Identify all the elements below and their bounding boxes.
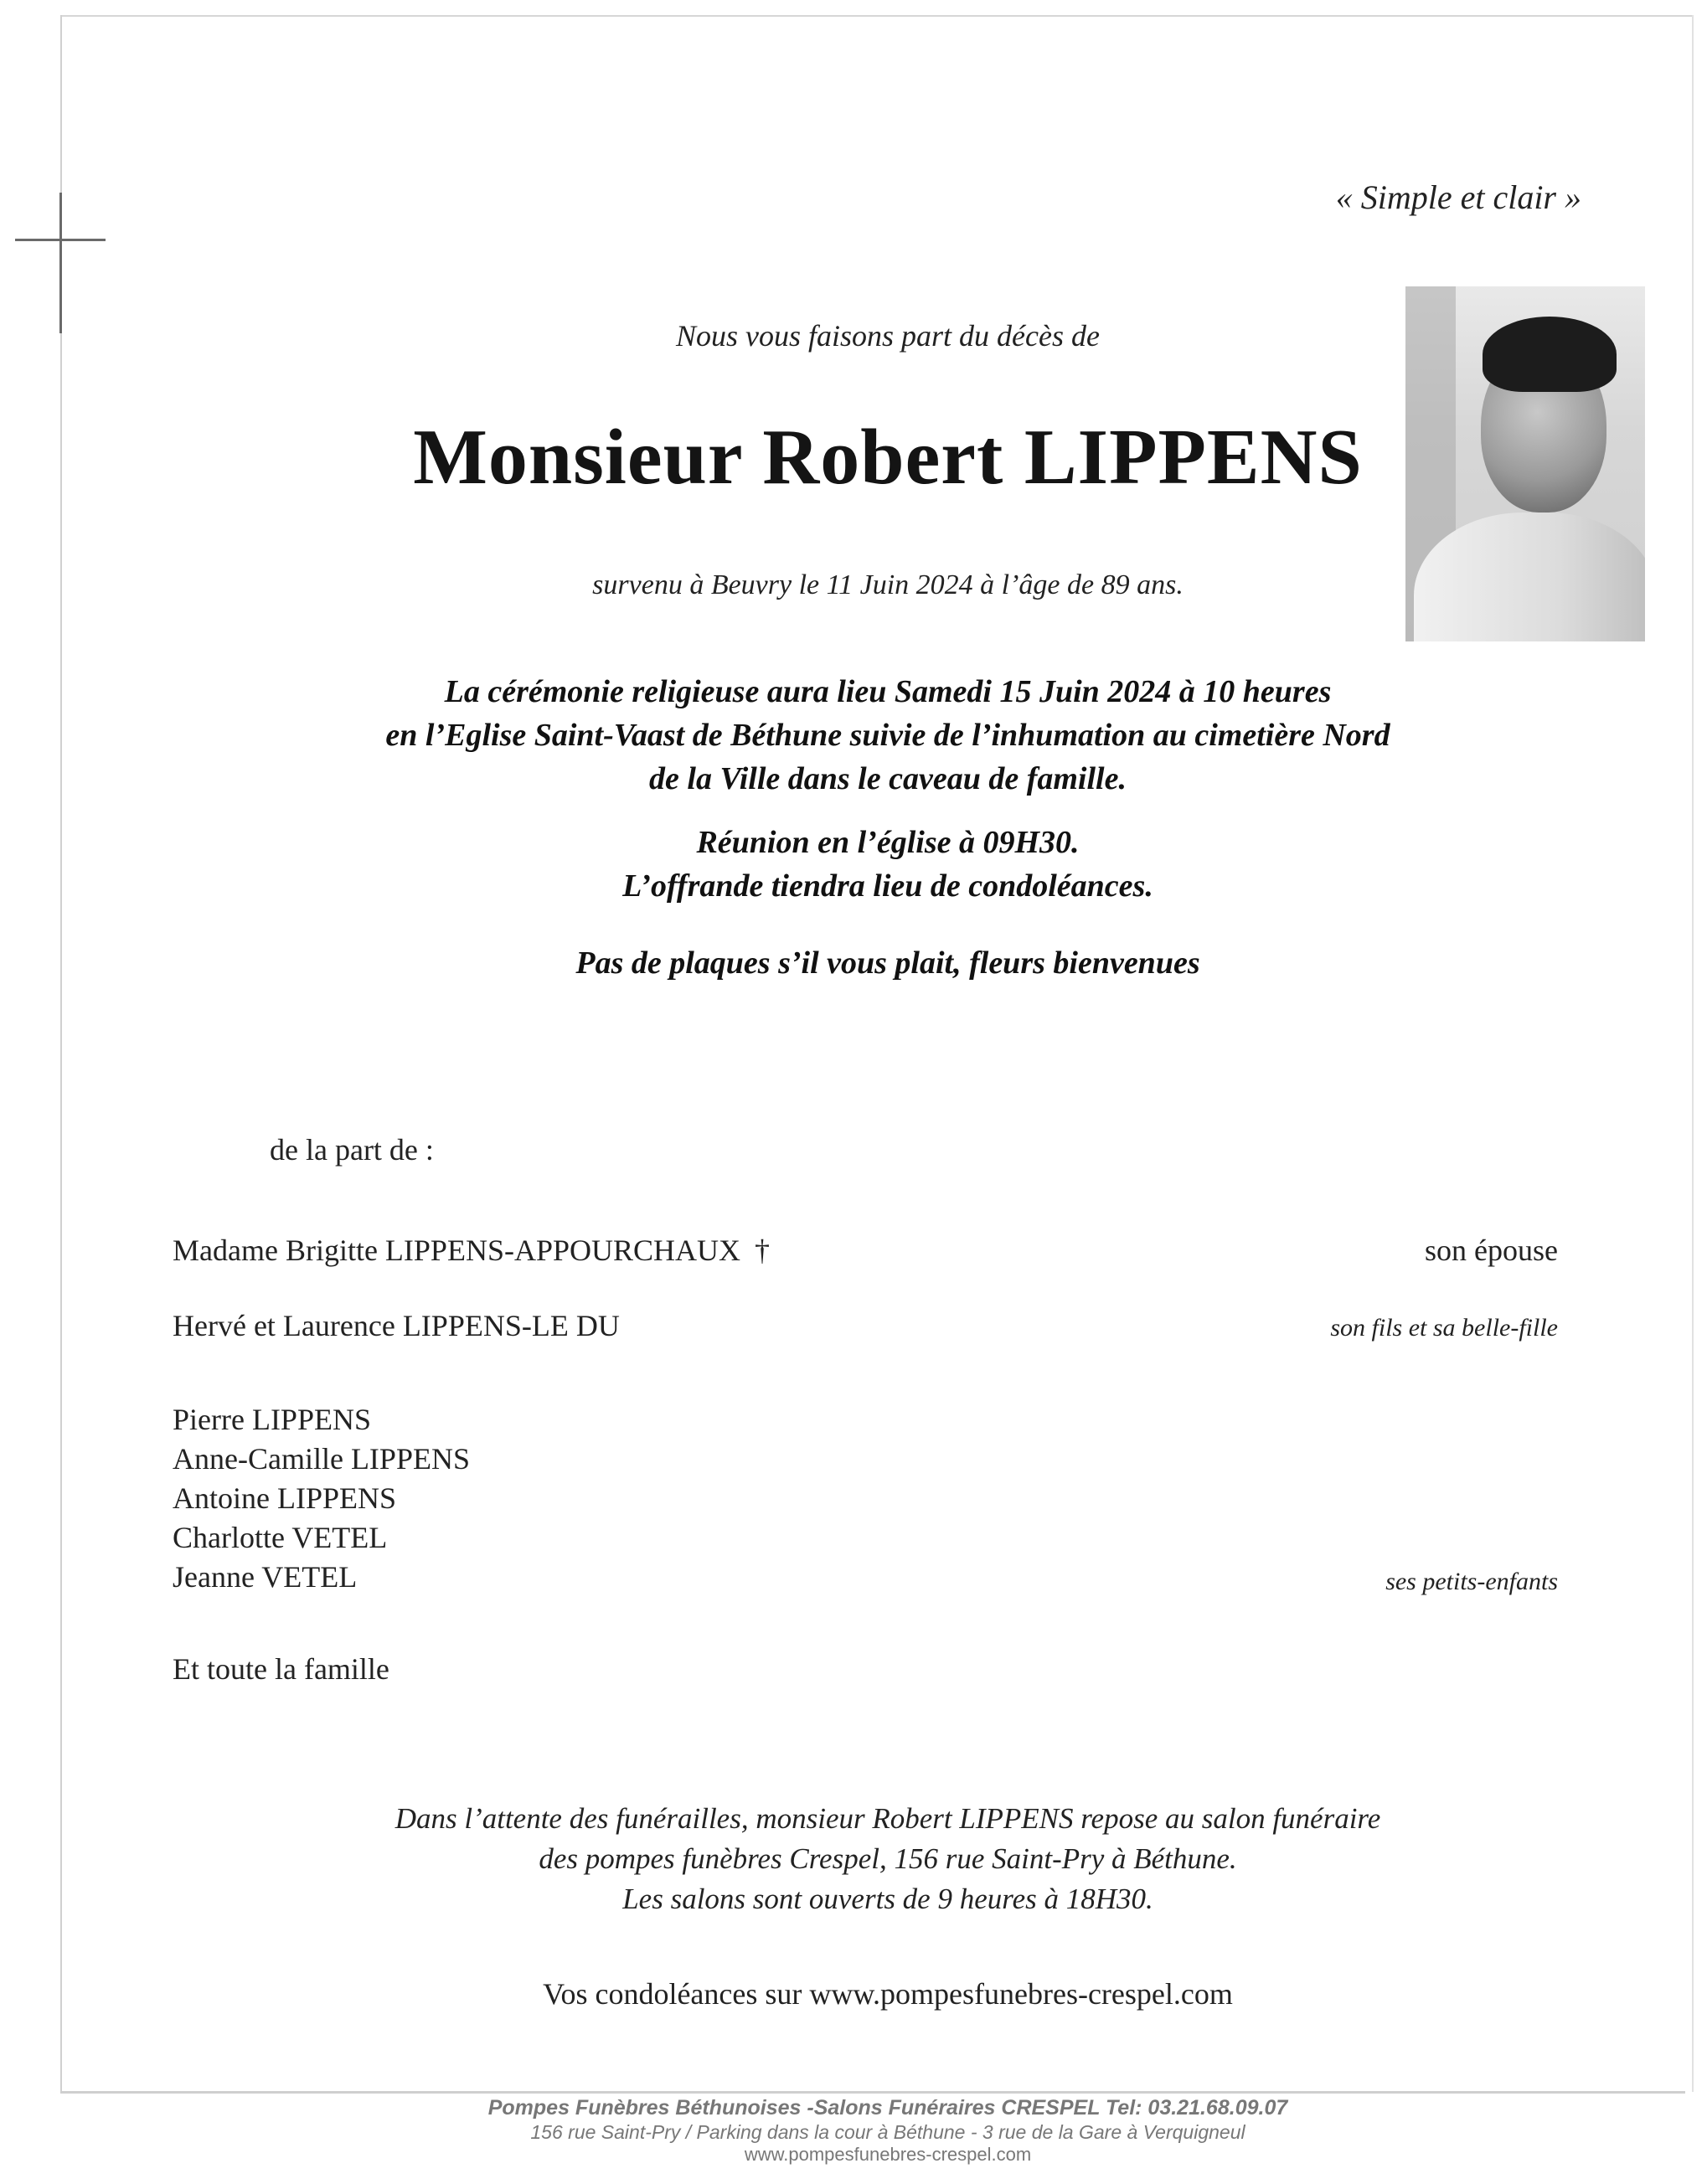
deceased-cross-icon: † [755, 1234, 771, 1267]
family-row-son [173, 1308, 1558, 1343]
relation-label: ses petits-enfants [1385, 1568, 1558, 1595]
from-label: de la part de : [270, 1133, 434, 1167]
spouse-name: Madame Brigitte LIPPENS-APPOURCHAUX [173, 1234, 741, 1267]
deceased-name: Monsieur Robert LIPPENS [413, 414, 1363, 501]
page-border-bottom [60, 2091, 1685, 2094]
ceremony-line: en l’Eglise Saint-Vaast de Béthune suivie de l’inhumation au cimetière Nord [385, 718, 1390, 753]
list-item: Antoine LIPPENS [173, 1481, 397, 1515]
ceremony-line: de la Ville dans le caveau de famille. [649, 761, 1127, 796]
repose-line: Les salons sont ouverts de 9 heures à 18H30. [622, 1883, 1153, 1915]
grandchildren-list [173, 1400, 470, 1597]
all-family: Et toute la famille [173, 1652, 389, 1686]
list-item: Jeanne VETEL [173, 1560, 358, 1594]
family-member: Hervé et Laurence LIPPENS-LE DU [173, 1309, 620, 1342]
footer-company: Pompes Funèbres Béthunoises -Salons Funéraires CRESPEL Tel: 03.21.68.09.07 [487, 2096, 1288, 2120]
ceremony-line: La cérémonie religieuse aura lieu Samedi 15 Juin 2024 à 10 heures [444, 674, 1332, 709]
page-border-top [60, 15, 1694, 17]
footer-website[interactable]: www.pompesfunebres-crespel.com [744, 2144, 1032, 2165]
plaques-note: Pas de plaques s’il vous plait, fleurs bienvenues [575, 945, 1200, 981]
footer-address: 156 rue Saint-Pry / Parking dans la cour à Béthune - 3 rue de la Gare à Verquigneul [530, 2121, 1245, 2143]
list-item: Pierre LIPPENS [173, 1403, 371, 1436]
reunion-line: L’offrande tiendra lieu de condoléances. [622, 868, 1153, 904]
relation-label: son épouse [1425, 1234, 1558, 1267]
family-member [173, 1233, 770, 1268]
footer [0, 2095, 1707, 2166]
repose-info [0, 1799, 1707, 1919]
reunion-line: Réunion en l’église à 09H30. [696, 825, 1080, 860]
list-item: Charlotte VETEL [173, 1521, 388, 1554]
relation-label: son fils et sa belle-fille [1330, 1314, 1558, 1342]
repose-line: des pompes funèbres Crespel, 156 rue Saint-Pry à Béthune. [539, 1842, 1237, 1875]
motto: « Simple et clair » [1335, 178, 1581, 216]
reunion-info [0, 821, 1707, 908]
death-details: survenu à Beuvry le 11 Juin 2024 à l’âge de 89 ans. [592, 569, 1184, 600]
list-item: Anne-Camille LIPPENS [173, 1442, 470, 1476]
family-row-spouse [173, 1233, 1558, 1268]
repose-line: Dans l’attente des funérailles, monsieur Robert LIPPENS repose au salon funéraire [395, 1802, 1381, 1835]
condolences-link[interactable]: Vos condoléances sur www.pompesfunebres-crespel.com [543, 1977, 1233, 2011]
announcement-intro: Nous vous faisons part du décès de [676, 319, 1100, 353]
ceremony-info [0, 670, 1707, 801]
